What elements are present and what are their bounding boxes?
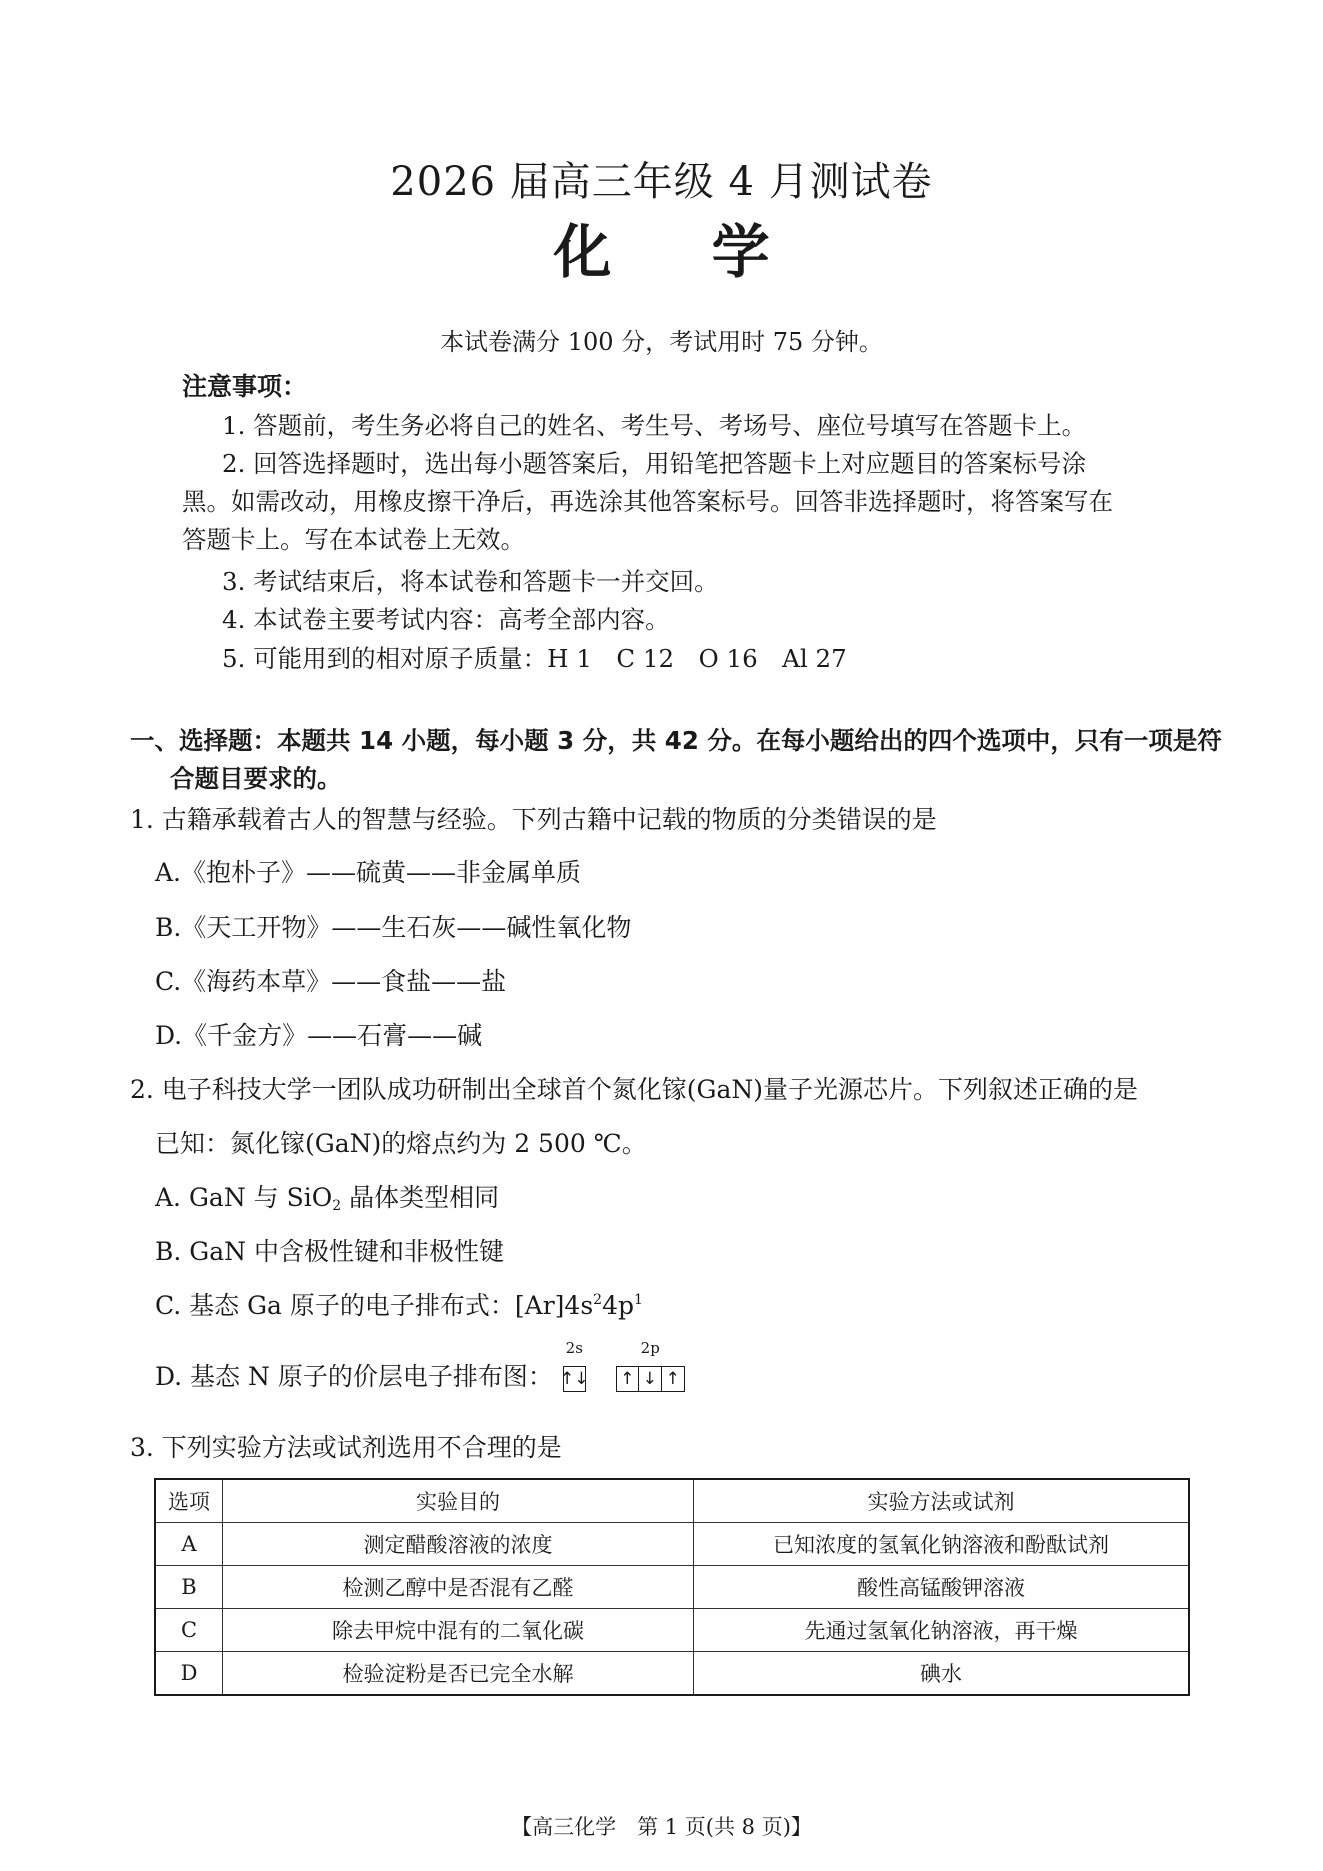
table-cell: 酸性高锰酸钾溶液: [694, 1566, 1190, 1609]
table-cell: 检验淀粉是否已完全水解: [223, 1652, 694, 1696]
question-1-option-b: B.《天工开物》——生石灰——碱性氧化物: [155, 913, 632, 942]
table-cell: C: [155, 1609, 223, 1652]
question-2-option-d: [155, 1338, 685, 1393]
question-3-stem: 3. 下列实验方法或试剂选用不合理的是: [130, 1433, 562, 1462]
orbital-box: ↑: [662, 1366, 685, 1392]
option-a-text-end: 晶体类型相同: [341, 1183, 500, 1212]
superscript: 1: [634, 1292, 643, 1308]
table-cell: 已知浓度的氢氧化钠溶液和酚酞试剂: [694, 1523, 1190, 1566]
question-2-known: 已知：氮化镓(GaN)的熔点约为 2 500 ℃。: [155, 1129, 647, 1158]
table-row: [155, 1566, 1189, 1609]
exam-intro: 本试卷满分 100 分，考试用时 75 分钟。: [440, 328, 883, 356]
question-2-option-c: [155, 1286, 643, 1322]
question-1-option-d: D.《千金方》——石膏——碱: [155, 1021, 483, 1050]
notice-heading: 注意事项：: [182, 372, 308, 401]
orbital-2s-label: 2s: [565, 1338, 583, 1357]
question-1-option-c: C.《海药本草》——食盐——盐: [155, 967, 507, 996]
table-cell: A: [155, 1523, 223, 1566]
notice-item-2-cont: 黑。如需改动，用橡皮擦干净后，再选涂其他答案标号。回答非选择题时，将答案写在: [182, 487, 1113, 516]
table-cell: 除去甲烷中混有的二氧化碳: [223, 1609, 694, 1652]
page-footer: 【高三化学 第 1 页(共 8 页)】: [511, 1815, 812, 1839]
superscript: 2: [593, 1292, 603, 1308]
notice-item-2: 2. 回答选择题时，选出每小题答案后，用铅笔把答题卡上对应题目的答案标号涂: [222, 449, 1087, 478]
table-row: [155, 1652, 1189, 1696]
question-1-stem: 1. 古籍承载着古人的智慧与经验。下列古籍中记载的物质的分类错误的是: [130, 805, 937, 834]
section-heading-cont: 合题目要求的。: [170, 764, 342, 793]
question-3-table: [154, 1478, 1190, 1696]
option-d-text: D. 基态 N 原子的价层电子排布图：: [155, 1362, 553, 1391]
option-a-text: A. GaN 与 SiO: [155, 1183, 333, 1212]
exam-title: 2026 届高三年级 4 月测试卷: [390, 159, 933, 205]
table-header-row: [155, 1479, 1189, 1523]
notice-item-1: 1. 答题前，考生务必将自己的姓名、考生号、考场号、座位号填写在答题卡上。: [222, 411, 1087, 440]
subscript: 2: [332, 1198, 342, 1214]
notice-item-5: 5. 可能用到的相对原子质量：H 1 C 12 O 16 Al 27: [222, 644, 847, 673]
notice-item-3: 3. 考试结束后，将本试卷和答题卡一并交回。: [222, 567, 719, 596]
orbital-2s: [560, 1338, 589, 1392]
orbital-box: ↑↓: [563, 1366, 586, 1392]
option-c-text: C. 基态 Ga 原子的电子排布式：[Ar]4s: [155, 1291, 594, 1320]
question-1-option-a: A.《抱朴子》——硫黄——非金属单质: [155, 858, 582, 887]
notice-item-4: 4. 本试卷主要考试内容：高考全部内容。: [222, 605, 670, 634]
orbital-2p-label: 2p: [640, 1338, 660, 1357]
option-c-text-mid: 4p: [602, 1291, 634, 1320]
question-2-option-b: B. GaN 中含极性键和非极性键: [155, 1237, 504, 1266]
table-cell: B: [155, 1566, 223, 1609]
table-row: [155, 1609, 1189, 1652]
notice-item-2-cont2: 答题卡上。写在本试卷上无效。: [182, 525, 525, 554]
table-cell: D: [155, 1652, 223, 1696]
table-cell: 先通过氢氧化钠溶液，再干燥: [694, 1609, 1190, 1652]
orbital-2p: [616, 1338, 685, 1392]
table-cell: 检测乙醇中是否混有乙醛: [223, 1566, 694, 1609]
table-header-cell: 选项: [155, 1479, 223, 1523]
orbital-box: ↓: [639, 1366, 662, 1392]
question-2-option-a: [155, 1178, 499, 1214]
question-2-stem: 2. 电子科技大学一团队成功研制出全球首个氮化镓(GaN)量子光源芯片。下列叙述正确的是: [130, 1075, 1139, 1104]
table-row: [155, 1523, 1189, 1566]
table-header-cell: 实验方法或试剂: [694, 1479, 1190, 1523]
table-header-cell: 实验目的: [223, 1479, 694, 1523]
subject-title: 化 学: [553, 218, 770, 286]
table-cell: 测定醋酸溶液的浓度: [223, 1523, 694, 1566]
section-heading: 一、选择题：本题共 14 小题，每小题 3 分，共 42 分。在每小题给出的四个选项中，只有一项是符: [130, 726, 1222, 755]
table-cell: 碘水: [694, 1652, 1190, 1696]
orbital-box: ↑: [616, 1366, 639, 1392]
